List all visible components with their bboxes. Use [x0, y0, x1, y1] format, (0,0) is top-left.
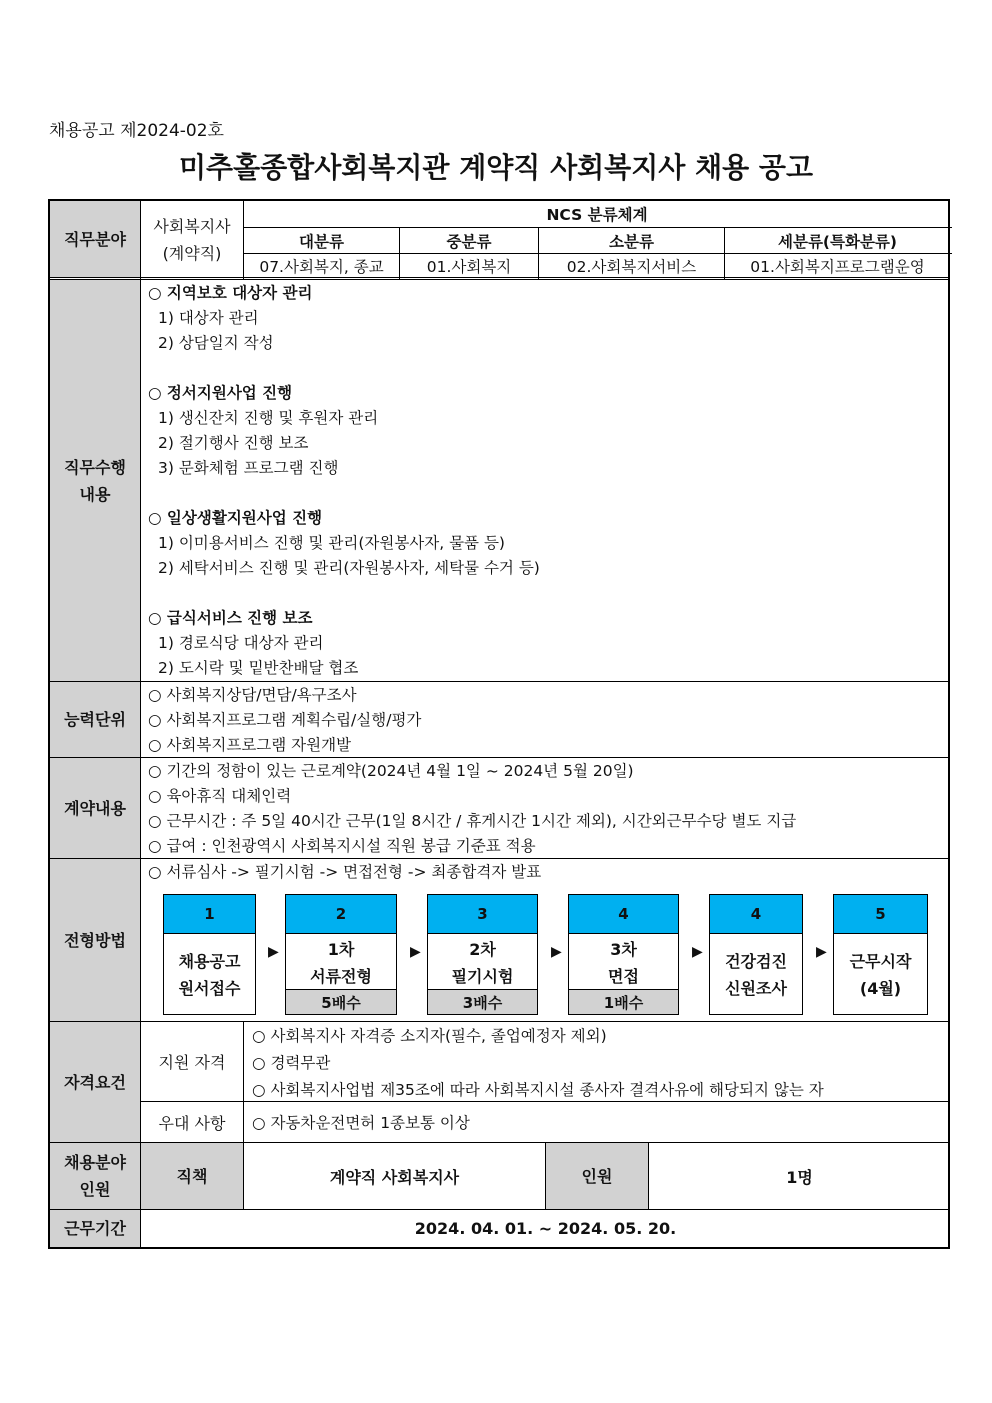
header-hiring: 채용분야 인원	[50, 1143, 140, 1209]
arrow-icon: ▶	[816, 944, 827, 960]
competency-item: ○ 사회복지상담/면담/욕구조사	[148, 686, 357, 704]
competency-item: ○ 사회복지프로그램 자원개발	[148, 736, 352, 754]
header-selection: 전형방법	[50, 859, 140, 1021]
divider	[243, 1021, 244, 1209]
divider	[50, 277, 950, 280]
duty-item: 1) 생신잔치 진행 및 후원자 관리	[158, 409, 379, 427]
divider	[243, 201, 244, 279]
selection-step-3: 3 2차 필기시험 3배수	[427, 894, 538, 1015]
divider	[243, 253, 952, 254]
selection-step-6: 5 근무시작 (4월)	[833, 894, 928, 1015]
divider	[50, 858, 950, 859]
header-contract: 계약내용	[50, 758, 140, 858]
duty-group-heading: ○ 지역보호 대상자 관리	[148, 284, 313, 302]
ncs-header-detail: 세분류(특화분류)	[778, 232, 897, 251]
divider	[648, 1142, 649, 1209]
selection-step-5: 4 건강검진 신원조사	[709, 894, 803, 1015]
ncs-header-middle: 중분류	[446, 232, 492, 251]
header-duties: 직무수행 내용	[50, 280, 140, 681]
arrow-icon: ▶	[692, 944, 703, 960]
duty-item: 2) 도시락 및 밑반찬배달 협조	[158, 659, 359, 677]
divider	[243, 227, 952, 228]
divider	[140, 201, 141, 1247]
divider	[724, 227, 725, 279]
competency-item: ○ 사회복지프로그램 계획수립/실행/평가	[148, 711, 422, 729]
apply-qualification-item: ○ 사회복지사 자격증 소지자(필수, 졸업예정자 제외)	[252, 1027, 607, 1045]
duty-item: 1) 이미용서비스 진행 및 관리(자원봉사자, 물품 등)	[158, 534, 505, 552]
arrow-icon: ▶	[268, 944, 279, 960]
divider	[50, 1209, 950, 1210]
header-competency: 능력단위	[50, 682, 140, 757]
duty-group-heading: ○ 급식서비스 진행 보조	[148, 609, 313, 627]
header-job-field: 직무분야	[50, 201, 140, 278]
divider	[545, 1142, 546, 1209]
position-value: 계약직 사회복지사	[329, 1167, 460, 1187]
position-label: 직책	[141, 1143, 243, 1209]
headcount-label: 인원	[546, 1143, 648, 1209]
apply-qualification-item: ○ 사회복지사업법 제35조에 따라 사회복지시설 종사자 결격사유에 해당되지 않는 자	[252, 1081, 824, 1099]
contract-item: ○ 급여 : 인천광역시 사회복지시설 직원 봉급 기준표 적용	[148, 837, 536, 855]
divider	[140, 1101, 950, 1102]
header-period: 근무기간	[50, 1210, 140, 1247]
duty-item: 2) 절기행사 진행 보조	[158, 434, 309, 452]
contract-item: ○ 육아휴직 대체인력	[148, 787, 292, 805]
notice-number: 채용공고 제2024-02호	[49, 121, 224, 141]
header-qualification: 자격요건	[50, 1022, 140, 1142]
duty-item: 2) 상담일지 작성	[158, 334, 274, 352]
recruitment-table	[48, 199, 950, 1249]
ncs-value-middle: 01.사회복지	[426, 258, 512, 276]
duty-item: 3) 문화체험 프로그램 진행	[158, 459, 339, 477]
apply-qualification-label: 지원 자격	[158, 1053, 226, 1072]
preference-label: 우대 사항	[158, 1113, 226, 1133]
ncs-header-minor: 소분류	[609, 232, 654, 251]
ncs-value-major: 07.사회복지, 종교	[259, 258, 384, 276]
divider	[50, 1142, 950, 1143]
divider	[538, 227, 539, 279]
divider	[50, 681, 950, 682]
job-field-name: 사회복지사 (계약직)	[153, 216, 231, 263]
duty-group-heading: ○ 일상생활지원사업 진행	[148, 509, 323, 527]
ncs-value-detail: 01.사회복지프로그램운영	[750, 258, 925, 276]
selection-summary: ○ 서류심사 -> 필기시험 -> 면접전형 -> 최종합격자 발표	[148, 863, 542, 881]
work-period-value: 2024. 04. 01. ~ 2024. 05. 20.	[414, 1219, 677, 1238]
selection-step-4: 4 3차 면접 1배수	[568, 894, 679, 1015]
selection-step-1: 1 채용공고 원서접수	[163, 894, 256, 1015]
ncs-header-major: 대분류	[299, 232, 344, 251]
ncs-value-minor: 02.사회복지서비스	[566, 258, 697, 276]
arrow-icon: ▶	[551, 944, 562, 960]
apply-qualification-item: ○ 경력무관	[252, 1054, 331, 1072]
preference-item: ○ 자동차운전면허 1종보통 이상	[252, 1114, 470, 1132]
divider	[50, 1021, 950, 1022]
duty-item: 1) 경로식당 대상자 관리	[158, 634, 324, 652]
duty-group-heading: ○ 정서지원사업 진행	[148, 384, 293, 402]
headcount-value: 1명	[786, 1167, 813, 1187]
duty-item: 1) 대상자 관리	[158, 309, 259, 327]
selection-step-2: 2 1차 서류전형 5배수	[285, 894, 397, 1015]
divider	[50, 757, 950, 758]
page-title: 미추홀종합사회복지관 계약직 사회복지사 채용 공고	[178, 151, 814, 184]
arrow-icon: ▶	[410, 944, 421, 960]
contract-item: ○ 기간의 정함이 있는 근로계약(2024년 4월 1일 ~ 2024년 5월 20일)	[148, 762, 634, 780]
duty-item: 2) 세탁서비스 진행 및 관리(자원봉사자, 세탁물 수거 등)	[158, 559, 540, 577]
ncs-title: NCS 분류체계	[546, 206, 648, 224]
contract-item: ○ 근무시간 : 주 5일 40시간 근무(1일 8시간 / 휴게시간 1시간 제외), 시간외근무수당 별도 지급	[148, 812, 797, 830]
divider	[399, 227, 400, 279]
